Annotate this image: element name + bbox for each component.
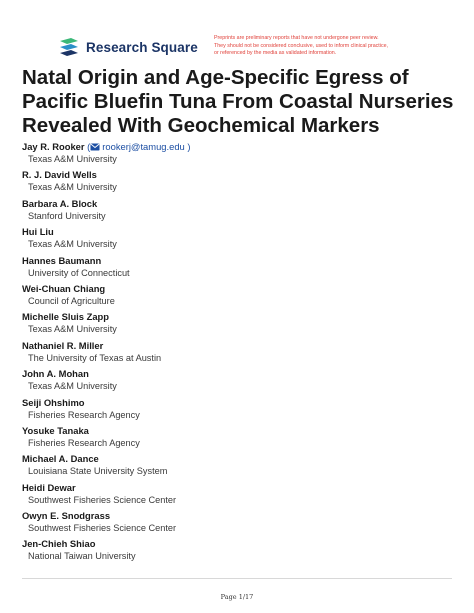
author-affiliation: Texas A&M University: [28, 239, 117, 250]
author-affiliation: Texas A&M University: [28, 154, 117, 164]
author-affiliation: University of Connecticut: [28, 267, 130, 278]
author-affiliation: Council of Agriculture: [28, 295, 115, 306]
author-name: Owyn E. Snodgrass: [22, 510, 111, 522]
author-name: John A. Mohan: [22, 368, 89, 380]
author-entry: [22, 197, 462, 225]
author-name: Michelle Sluis Zapp: [22, 311, 109, 323]
email-link[interactable]: ( rookerj@tamug.edu ): [87, 141, 191, 152]
author-entry: [22, 367, 462, 395]
preprint-disclaimer: [214, 35, 454, 58]
author-affiliation: Southwest Fisheries Science Center: [28, 523, 177, 534]
author-entry: [22, 140, 462, 168]
author-affiliation: Stanford University: [28, 210, 106, 221]
author-affiliation: National Taiwan University: [28, 551, 136, 562]
author-entry: [22, 509, 462, 537]
author-name: Yosuke Tanaka: [22, 424, 89, 436]
author-entry: [22, 481, 462, 509]
author-name: Heidi Dewar: [22, 481, 76, 493]
author-name: Seiji Ohshimo: [22, 396, 85, 408]
envelope-icon: [90, 143, 100, 151]
author-email[interactable]: rookerj@tamug.edu: [102, 141, 185, 152]
author-entry: [22, 339, 462, 367]
author-name: Hannes Baumann: [22, 254, 102, 266]
author-name: R. J. David Wells: [22, 169, 97, 181]
author-name: Nathaniel R. Miller: [22, 339, 104, 351]
author-affiliation: Texas A&M University: [28, 381, 117, 392]
author-entry: [22, 282, 462, 310]
author-entry: [22, 396, 462, 424]
research-square-logo[interactable]: [58, 38, 198, 56]
author-affiliation: Texas A&M University: [28, 324, 117, 335]
author-entry: [22, 310, 462, 338]
author-affiliation: Fisheries Research Agency: [28, 409, 140, 420]
research-square-logo-icon: [58, 38, 80, 56]
header: [0, 0, 474, 62]
author-name: Jen-Chieh Shiao: [22, 538, 96, 550]
paper-title: Natal Origin and Age-Specific Egress of Pacific Bluefin Tuna From Coastal Nurseries Revealed With Geochemical Markers: [22, 66, 454, 137]
author-name: Hui Liu: [22, 226, 54, 238]
author-entry: [22, 452, 462, 480]
author-entry: [22, 424, 462, 452]
author-name: Barbara A. Block: [22, 197, 98, 209]
disclaimer-line: They should not be considered conclusive, used to inform clinical practice,: [214, 42, 389, 49]
author-affiliation: Southwest Fisheries Science Center: [28, 494, 177, 505]
author-affiliation: The University of Texas at Austin: [28, 352, 162, 363]
author-entry: [22, 254, 462, 282]
footer-divider: [22, 578, 452, 579]
author-entry: [22, 168, 462, 196]
author-affiliation: Fisheries Research Agency: [28, 437, 140, 448]
author-list: [22, 140, 462, 566]
author-name: Jay R. Rooker: [22, 141, 85, 152]
author-entry: [22, 225, 462, 253]
author-entry: [22, 537, 462, 565]
author-affiliation: Texas A&M University: [28, 182, 117, 193]
logo-text: Research Square: [86, 39, 198, 55]
page-number: Page 1/17: [220, 593, 254, 601]
disclaimer-line: or referenced by the media as validated information.: [214, 50, 337, 57]
disclaimer-line: Preprints are preliminary reports that have not undergone peer review.: [214, 35, 379, 41]
author-name: Michael A. Dance: [22, 453, 99, 465]
author-affiliation: Louisiana State University System: [28, 466, 168, 477]
author-name: Wei-Chuan Chiang: [22, 282, 106, 294]
